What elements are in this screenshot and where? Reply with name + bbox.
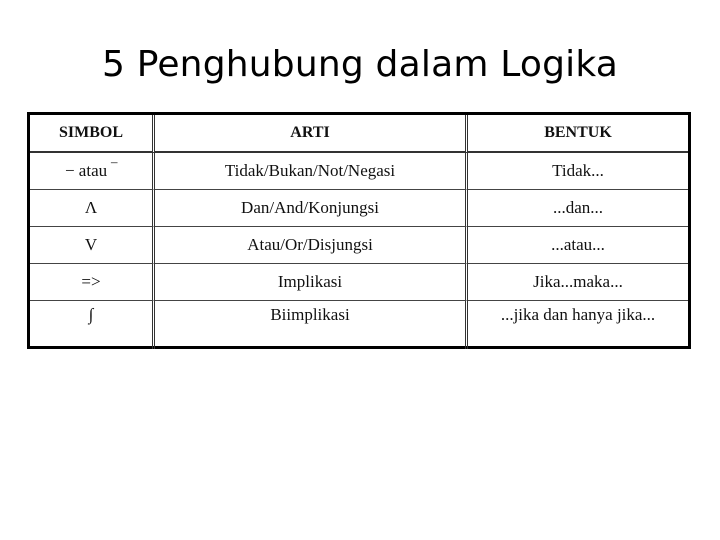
meaning-disjunction: Atau/Or/Disjungsi	[155, 227, 468, 264]
table-row	[30, 190, 688, 227]
table-row	[30, 301, 688, 349]
meaning-conjunction: Dan/And/Konjungsi	[155, 190, 468, 227]
symbol-conjunction: Λ	[30, 190, 155, 227]
symbol-negation: − atau ‾	[30, 153, 155, 190]
symbol-biimplication: ∫	[30, 301, 155, 349]
table-row	[30, 227, 688, 264]
meaning-biimplication: Biimplikasi	[155, 301, 468, 349]
header-meaning: ARTI	[155, 115, 468, 153]
slide-title: 5 Penghubung dalam Logika	[101, 44, 619, 85]
form-disjunction: ...atau...	[468, 227, 688, 264]
form-negation: Tidak...	[468, 153, 688, 190]
symbol-disjunction: V	[30, 227, 155, 264]
form-conjunction: ...dan...	[468, 190, 688, 227]
symbol-implication: =>	[30, 264, 155, 301]
form-implication: Jika...maka...	[468, 264, 688, 301]
table-header-row	[30, 115, 688, 153]
form-biimplication: ...jika dan hanya jika...	[500, 305, 656, 324]
header-symbol: SIMBOL	[30, 115, 155, 153]
meaning-negation: Tidak/Bukan/Not/Negasi	[155, 153, 468, 190]
connectives-table-frame	[27, 112, 691, 349]
table-row	[30, 264, 688, 301]
header-form: BENTUK	[468, 115, 688, 153]
table-row	[30, 153, 688, 190]
meaning-implication: Implikasi	[155, 264, 468, 301]
connectives-table	[30, 115, 688, 349]
